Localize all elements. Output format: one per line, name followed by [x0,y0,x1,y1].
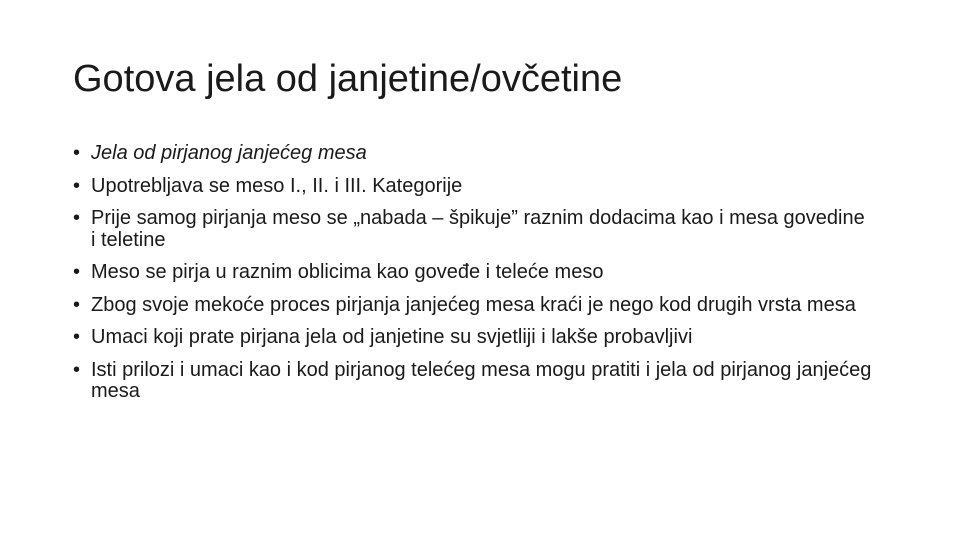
bullet-text: Prije samog pirjanja meso se „nabada – špikuje” raznim dodacima kao i mesa govedine i teletine [91,207,865,251]
bullet-icon: • [73,358,81,381]
bullet-text: Isti prilozi i umaci kao i kod pirjanog telećeg mesa mogu pratiti i jela od pirjanog janjećeg mesa [91,358,872,402]
bullet-text: Jela od pirjanog janjećeg mesa [91,142,367,164]
bullet-item [73,327,873,349]
bullet-icon: • [73,326,81,348]
bullet-list [73,143,873,414]
bullet-text: Zbog svoje mekoće proces pirjanja janjećeg mesa kraći je nego kod drugih vrsta mesa [91,293,856,316]
bullet-icon: • [73,207,81,229]
bullet-item [73,176,873,198]
bullet-item [73,360,873,403]
slide-title: Gotova jela od janjetine/ovčetine [73,58,623,100]
bullet-icon: • [73,174,81,197]
bullet-item [73,208,873,251]
bullet-icon: • [73,261,81,283]
bullet-item [73,262,873,284]
bullet-icon: • [73,293,81,316]
bullet-text: Umaci koji prate pirjana jela od janjetine su svjetliji i lakše probavljivi [91,326,693,348]
bullet-item [73,143,873,165]
bullet-item [73,295,873,317]
bullet-text: Upotrebljava se meso I., II. i III. Kategorije [91,174,463,197]
bullet-text: Meso se pirja u raznim oblicima kao goveđe i teleće meso [91,261,604,283]
bullet-icon: • [73,142,81,164]
